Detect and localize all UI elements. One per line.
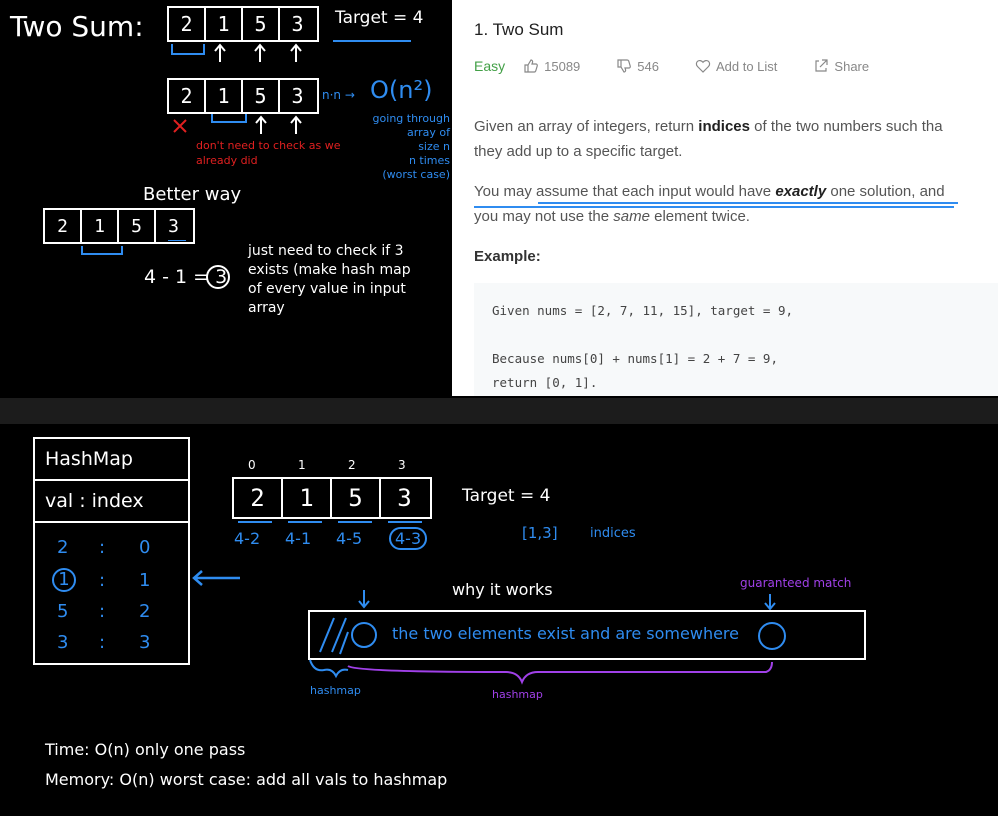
why-it-works-label: why it works <box>452 580 553 599</box>
complexity-n2: O(n²) <box>370 76 433 104</box>
why-it-works-bar <box>308 610 866 660</box>
target-label-top: Target = 4 <box>335 8 424 28</box>
array-row-1 <box>167 6 319 42</box>
target-label-bottom: Target = 4 <box>462 486 551 506</box>
problem-title: 1. Two Sum <box>474 20 564 39</box>
going-through-note: going through array of size n n times (worst case) <box>372 112 450 181</box>
guaranteed-arrow-icon <box>762 592 778 612</box>
highlight-underline <box>538 202 958 204</box>
array-cell: 5 <box>119 210 156 242</box>
hashmap-small-label: hashmap <box>310 684 361 697</box>
hashmap-header: val : index <box>35 481 188 523</box>
like-button[interactable]: 15089 <box>523 58 598 74</box>
array-cell: 1 <box>82 210 119 242</box>
description-paragraph-1: Given an array of integers, return indices of the two numbers such tha they add up to a specific target. <box>474 118 943 160</box>
array-cell: 1 <box>206 8 243 40</box>
array-cell: 3 <box>291 12 304 36</box>
section-divider <box>0 398 998 424</box>
equation: 4 - 1 = 3 <box>144 266 228 288</box>
code-line: Because nums[0] + nums[1] = 2 + 7 = 9, <box>492 351 778 366</box>
arrows-row-1 <box>160 40 330 70</box>
description-paragraph-2: You may assume that each input would have exactly one solution, and you may not use the same element twice. <box>474 183 945 225</box>
pointer-arrow-icon <box>188 568 244 588</box>
example-label: Example: <box>474 248 541 265</box>
hatch-marks <box>310 612 390 658</box>
array-row-2 <box>167 78 319 114</box>
share-icon <box>813 58 829 74</box>
array-bottom <box>232 477 432 519</box>
code-line: return [0, 1]. <box>492 375 598 390</box>
hashmap-purple-label: hashmap <box>492 688 543 701</box>
array-cell: 3 <box>168 215 179 237</box>
array-cell: 5 <box>332 479 381 517</box>
target-underline <box>333 40 411 42</box>
array-cell: 2 <box>45 210 82 242</box>
hashmap-table: HashMap val : index 2 : 0 1 : 1 5 : 2 3 : 3 <box>33 437 190 665</box>
time-complexity: Time: O(n) only one pass <box>45 740 246 759</box>
example-code-block <box>474 283 998 396</box>
array-cell: 5 <box>243 80 280 112</box>
array-cell: 2 <box>169 80 206 112</box>
leetcode-problem-panel <box>452 0 998 396</box>
array-cell: 1 <box>283 479 332 517</box>
array-cell: 3 <box>397 484 412 512</box>
hashmap-title: HashMap <box>35 439 188 481</box>
memory-complexity: Memory: O(n) worst case: add all vals to hashmap <box>45 770 448 789</box>
match-circle <box>756 620 788 652</box>
highlight-underline-2 <box>474 206 954 208</box>
code-line: Given nums = [2, 7, 11, 15], target = 9, <box>492 303 794 318</box>
result-indices: [1,3] <box>522 524 558 542</box>
better-way-label: Better way <box>143 184 242 205</box>
array-cell: 1 <box>206 80 243 112</box>
hashmap-braces <box>306 658 776 690</box>
heart-icon <box>695 58 711 74</box>
problem-meta-bar <box>474 58 905 74</box>
check-note: just need to check if 3 exists (make hash map of every value in input array <box>248 243 411 316</box>
add-to-list-button[interactable]: Add to List <box>695 58 795 74</box>
two-sum-heading: Two Sum: <box>10 10 144 43</box>
share-button[interactable]: Share <box>813 58 887 74</box>
result-label: indices <box>590 526 636 541</box>
difficulty-badge: Easy <box>474 58 506 74</box>
bar-text: the two elements exist and are somewhere <box>392 624 739 643</box>
dont-need-note: don't need to check as we already did <box>196 139 341 167</box>
arrows-row-2 <box>168 112 338 138</box>
thumbs-up-icon <box>523 58 539 74</box>
start-arrow-icon <box>356 588 372 610</box>
dislike-button[interactable]: 546 <box>616 58 677 74</box>
nn-label: n·n → <box>322 88 355 102</box>
diff-underlines <box>232 518 432 526</box>
array-cell: 3 <box>291 84 304 108</box>
array-cell: 2 <box>234 479 283 517</box>
thumbs-down-icon <box>616 58 632 74</box>
equation-circle <box>203 262 233 292</box>
guaranteed-match-label: guaranteed match <box>740 576 852 590</box>
better-way-marks <box>40 240 200 264</box>
array-cell: 5 <box>243 8 280 40</box>
array-row-3 <box>43 208 195 244</box>
array-cell: 2 <box>169 8 206 40</box>
